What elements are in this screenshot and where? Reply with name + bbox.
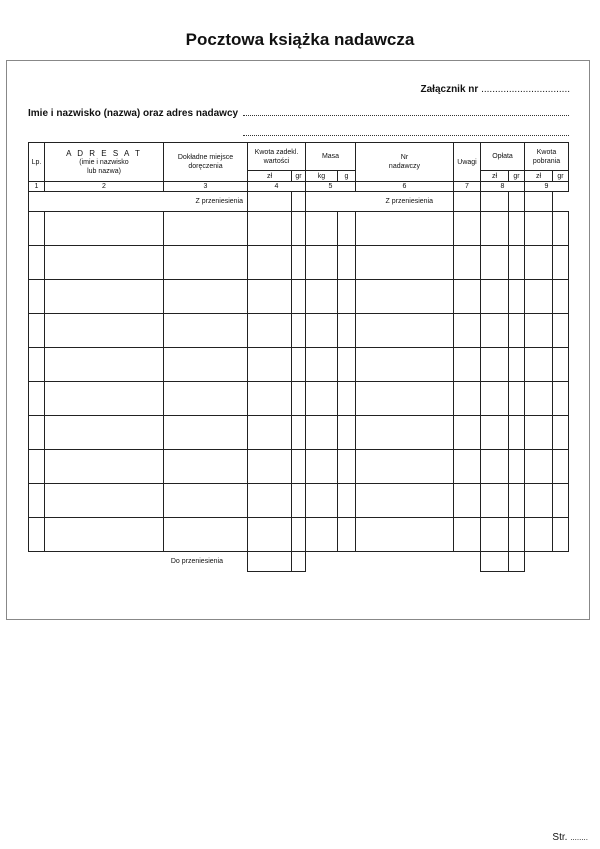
cell-kwota-zl[interactable] (248, 416, 292, 450)
carry-out-spacer (525, 552, 569, 572)
table-row (29, 450, 569, 484)
cell-miejsce[interactable] (164, 246, 248, 280)
cell-nr[interactable] (356, 314, 454, 348)
colnum-8: 8 (481, 182, 525, 192)
colnum-4: 4 (248, 182, 306, 192)
cell-miejsce[interactable] (164, 280, 248, 314)
cell-masa-kg[interactable] (306, 348, 338, 382)
cell-masa-g[interactable] (338, 246, 356, 280)
cell-kwota-gr[interactable] (292, 416, 306, 450)
header-pobranie-line2: pobrania (532, 157, 561, 165)
unit-kwota-zl: zł (248, 171, 292, 182)
attachment-line (421, 84, 571, 95)
cell-kwota-gr[interactable] (292, 450, 306, 484)
cell-nr[interactable] (356, 518, 454, 552)
cell-kwota-zl[interactable] (248, 246, 292, 280)
cell-miejsce[interactable] (164, 484, 248, 518)
cell-nr[interactable] (356, 416, 454, 450)
header-pobranie (525, 143, 569, 171)
cell-miejsce[interactable] (164, 518, 248, 552)
colnum-6: 6 (356, 182, 454, 192)
unit-kwota-gr: gr (292, 171, 306, 182)
carry-in-pobranie-gr[interactable] (525, 192, 553, 212)
cell-masa-kg[interactable] (306, 314, 338, 348)
page-number-field (552, 832, 588, 843)
cell-kwota-zl[interactable] (248, 280, 292, 314)
cell-kwota-gr[interactable] (292, 212, 306, 246)
cell-adresat[interactable] (45, 212, 164, 246)
cell-oplata-gr[interactable] (509, 246, 525, 280)
cell-lp[interactable] (29, 484, 45, 518)
cell-uwagi[interactable] (454, 212, 481, 246)
cell-oplata-zl[interactable] (481, 348, 509, 382)
cell-adresat[interactable] (45, 314, 164, 348)
header-nr-line1: Nr (400, 154, 409, 161)
carry-in-kwota-gr[interactable] (292, 192, 306, 212)
cell-pobranie-zl[interactable] (525, 280, 553, 314)
header-adresat-title: A D R E S A T (66, 148, 142, 158)
sender-field-line-1[interactable] (243, 107, 569, 116)
cell-pobranie-gr[interactable] (553, 314, 569, 348)
carry-out-kwota-gr[interactable] (292, 552, 306, 572)
cell-miejsce[interactable] (164, 212, 248, 246)
cell-kwota-zl[interactable] (248, 382, 292, 416)
cell-miejsce[interactable] (164, 416, 248, 450)
page-title: Pocztowa książka nadawcza (185, 30, 415, 49)
cell-miejsce[interactable] (164, 314, 248, 348)
header-masa: Masa (306, 143, 356, 171)
cell-pobranie-zl[interactable] (525, 246, 553, 280)
table-row (29, 348, 569, 382)
header-kwota-line1: Kwota zadekl. (254, 148, 299, 156)
cell-oplata-zl[interactable] (481, 212, 509, 246)
cell-kwota-gr[interactable] (292, 348, 306, 382)
cell-pobranie-zl[interactable] (525, 416, 553, 450)
cell-uwagi[interactable] (454, 416, 481, 450)
cell-lp[interactable] (29, 246, 45, 280)
cell-miejsce[interactable] (164, 382, 248, 416)
header-miejsce-line2: doręczenia (188, 163, 223, 170)
cell-kwota-zl[interactable] (248, 484, 292, 518)
cell-uwagi[interactable] (454, 518, 481, 552)
cell-nr[interactable] (356, 450, 454, 484)
carry-in-pobranie-zl[interactable] (509, 192, 525, 212)
table-row (29, 212, 569, 246)
unit-masa-g: g (338, 171, 356, 182)
unit-oplata-zl: zł (481, 171, 509, 182)
carry-in-kwota-zl[interactable] (248, 192, 292, 212)
cell-uwagi[interactable] (454, 348, 481, 382)
cell-oplata-gr[interactable] (509, 484, 525, 518)
cell-adresat[interactable] (45, 416, 164, 450)
cell-masa-g[interactable] (338, 518, 356, 552)
cell-oplata-gr[interactable] (509, 518, 525, 552)
cell-masa-g[interactable] (338, 280, 356, 314)
cell-masa-g[interactable] (338, 450, 356, 484)
cell-pobranie-zl[interactable] (525, 450, 553, 484)
cell-adresat[interactable] (45, 450, 164, 484)
cell-oplata-zl[interactable] (481, 280, 509, 314)
cell-pobranie-zl[interactable] (525, 518, 553, 552)
cell-kwota-gr[interactable] (292, 246, 306, 280)
cell-kwota-zl[interactable] (248, 450, 292, 484)
header-pobranie-line1: Kwota (536, 148, 557, 156)
cell-kwota-zl[interactable] (248, 348, 292, 382)
header-kwota-line2: wartości (263, 157, 290, 165)
cell-oplata-gr[interactable] (509, 450, 525, 484)
header-adresat (45, 143, 164, 182)
sender-field-line-2[interactable] (243, 127, 569, 136)
table-row (29, 518, 569, 552)
cell-masa-kg[interactable] (306, 212, 338, 246)
cell-oplata-gr[interactable] (509, 416, 525, 450)
cell-masa-g[interactable] (338, 212, 356, 246)
colnum-7: 7 (454, 182, 481, 192)
table-row (29, 314, 569, 348)
carry-out-gap (306, 552, 481, 572)
cell-pobranie-zl[interactable] (525, 348, 553, 382)
page-number-label: Str. (552, 832, 568, 843)
cell-kwota-zl[interactable] (248, 314, 292, 348)
carry-in-label-right: Z przeniesienia (306, 192, 454, 212)
cell-uwagi[interactable] (454, 314, 481, 348)
header-nr (356, 143, 454, 182)
cell-nr[interactable] (356, 280, 454, 314)
cell-pobranie-gr[interactable] (553, 484, 569, 518)
carry-out-oplata-zl[interactable] (481, 552, 509, 572)
cell-uwagi[interactable] (454, 484, 481, 518)
cell-nr[interactable] (356, 246, 454, 280)
carry-in-oplata-gr[interactable] (481, 192, 509, 212)
colnum-2: 2 (45, 182, 164, 192)
table-row (29, 280, 569, 314)
cell-miejsce[interactable] (164, 450, 248, 484)
cell-lp[interactable] (29, 518, 45, 552)
header-miejsce-line1: Dokładne miejsce (177, 154, 234, 161)
cell-pobranie-gr[interactable] (553, 450, 569, 484)
colnum-9: 9 (525, 182, 569, 192)
cell-adresat[interactable] (45, 280, 164, 314)
cell-masa-kg[interactable] (306, 450, 338, 484)
cell-oplata-zl[interactable] (481, 246, 509, 280)
cell-lp[interactable] (29, 450, 45, 484)
cell-pobranie-zl[interactable] (525, 484, 553, 518)
carry-out-label: Do przeniesienia (170, 558, 223, 566)
cell-adresat[interactable] (45, 484, 164, 518)
cell-masa-g[interactable] (338, 348, 356, 382)
attachment-label: Załącznik nr (420, 84, 479, 95)
cell-oplata-zl[interactable] (481, 450, 509, 484)
cell-lp[interactable] (29, 382, 45, 416)
carry-in-oplata-zl[interactable] (454, 192, 481, 212)
cell-oplata-gr[interactable] (509, 382, 525, 416)
cell-uwagi[interactable] (454, 382, 481, 416)
cell-oplata-gr[interactable] (509, 314, 525, 348)
cell-pobranie-gr[interactable] (553, 280, 569, 314)
cell-adresat[interactable] (45, 382, 164, 416)
cell-kwota-gr[interactable] (292, 280, 306, 314)
header-uwagi: Uwagi (454, 143, 481, 182)
cell-uwagi[interactable] (454, 246, 481, 280)
cell-pobranie-gr[interactable] (553, 348, 569, 382)
cell-oplata-gr[interactable] (509, 348, 525, 382)
cell-oplata-zl[interactable] (481, 416, 509, 450)
carry-in-label-left: Z przeniesienia (29, 192, 248, 212)
cell-masa-kg[interactable] (306, 382, 338, 416)
cell-uwagi[interactable] (454, 450, 481, 484)
carry-out-oplata-gr[interactable] (509, 552, 525, 572)
cell-masa-g[interactable] (338, 314, 356, 348)
unit-oplata-gr: gr (509, 171, 525, 182)
cell-kwota-gr[interactable] (292, 314, 306, 348)
cell-masa-kg[interactable] (306, 280, 338, 314)
cell-masa-kg[interactable] (306, 246, 338, 280)
cell-pobranie-gr[interactable] (553, 416, 569, 450)
cell-pobranie-zl[interactable] (525, 314, 553, 348)
table-row (29, 416, 569, 450)
cell-uwagi[interactable] (454, 280, 481, 314)
cell-nr[interactable] (356, 382, 454, 416)
cell-kwota-zl[interactable] (248, 212, 292, 246)
cell-pobranie-gr[interactable] (553, 382, 569, 416)
cell-oplata-zl[interactable] (481, 484, 509, 518)
attachment-dots: ................................ (481, 84, 570, 95)
cell-lp[interactable] (29, 212, 45, 246)
cell-miejsce[interactable] (164, 348, 248, 382)
cell-kwota-gr[interactable] (292, 484, 306, 518)
cell-oplata-gr[interactable] (509, 280, 525, 314)
cell-oplata-zl[interactable] (481, 518, 509, 552)
cell-adresat[interactable] (45, 518, 164, 552)
cell-pobranie-gr[interactable] (553, 518, 569, 552)
header-nr-line2: nadawczy (388, 163, 421, 170)
cell-kwota-zl[interactable] (248, 518, 292, 552)
cell-lp[interactable] (29, 280, 45, 314)
cell-lp[interactable] (29, 314, 45, 348)
carry-out-kwota-zl[interactable] (248, 552, 292, 572)
carry-in-spacer (553, 192, 569, 212)
header-oplata: Opłata (481, 143, 525, 171)
cell-pobranie-zl[interactable] (525, 382, 553, 416)
table-row (29, 484, 569, 518)
cell-pobranie-gr[interactable] (553, 212, 569, 246)
cell-nr[interactable] (356, 212, 454, 246)
cell-adresat[interactable] (45, 246, 164, 280)
cell-masa-kg[interactable] (306, 416, 338, 450)
cell-masa-g[interactable] (338, 382, 356, 416)
table-row (29, 246, 569, 280)
sender-label: Imie i nazwisko (nazwa) oraz adres nadawcy (28, 108, 239, 119)
cell-kwota-gr[interactable] (292, 518, 306, 552)
cell-masa-kg[interactable] (306, 484, 338, 518)
cell-lp[interactable] (29, 348, 45, 382)
cell-pobranie-zl[interactable] (525, 212, 553, 246)
unit-pobranie-zl: zł (525, 171, 553, 182)
table-row (29, 382, 569, 416)
cell-nr[interactable] (356, 348, 454, 382)
cell-nr[interactable] (356, 484, 454, 518)
colnum-5: 5 (306, 182, 356, 192)
header-kwota (248, 143, 306, 171)
header-adresat-sub1: (imie i nazwisko (79, 158, 129, 166)
cell-lp[interactable] (29, 416, 45, 450)
unit-pobranie-gr: gr (553, 171, 569, 182)
colnum-3: 3 (164, 182, 248, 192)
header-lp: Lp. (29, 143, 45, 182)
entry-rows (29, 212, 569, 552)
cell-oplata-zl[interactable] (481, 314, 509, 348)
cell-masa-g[interactable] (338, 484, 356, 518)
cell-kwota-gr[interactable] (292, 382, 306, 416)
colnum-1: 1 (29, 182, 45, 192)
cell-pobranie-gr[interactable] (553, 246, 569, 280)
cell-masa-g[interactable] (338, 416, 356, 450)
unit-masa-kg: kg (306, 171, 338, 182)
cell-masa-kg[interactable] (306, 518, 338, 552)
dispatch-table (28, 142, 569, 572)
page-number-dots[interactable]: ........ (570, 833, 588, 842)
cell-adresat[interactable] (45, 348, 164, 382)
header-adresat-sub2: lub nazwa) (87, 167, 121, 175)
header-miejsce (164, 143, 248, 182)
cell-oplata-zl[interactable] (481, 382, 509, 416)
cell-oplata-gr[interactable] (509, 212, 525, 246)
